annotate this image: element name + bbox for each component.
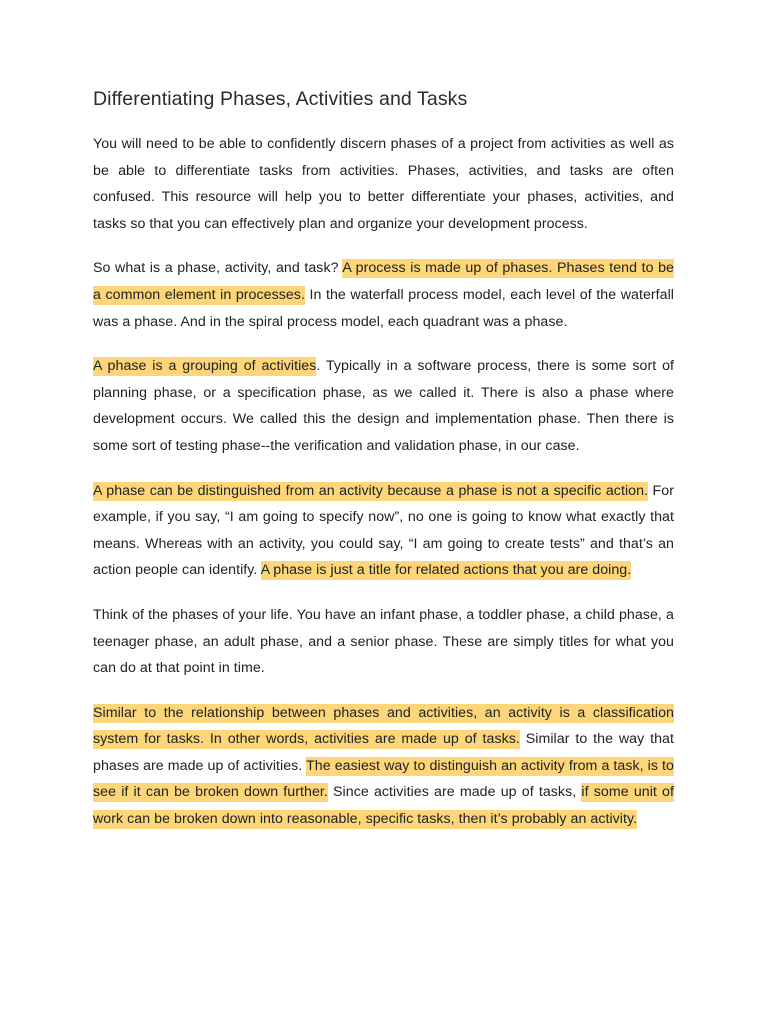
highlighted-text: A phase can be distinguished from an activity because a phase is not a specific action. [93, 482, 649, 499]
document-title: Differentiating Phases, Activities and Tasks [93, 88, 468, 110]
paragraph-4 [93, 478, 674, 584]
body-text: You will need to be able to confidently discern phases of a project from activities as well as be able to differentiate tasks from activities. Phases, activities, and tasks are often confused. This resource will help you to better differentiate your phases, activities, and tasks so that you can effectively plan and organize your development process. [93, 136, 674, 232]
paragraph-5 [93, 602, 674, 682]
paragraph-3 [93, 353, 674, 459]
body-text: For example, if you say, “I am going to specify now”, no one is going to know what exactly that means. Whereas with an activity, you could say, “I am going to create tests” and that’s an action people can identify. [93, 482, 674, 579]
highlighted-text: A phase is just a title for related actions that you are doing. [260, 562, 632, 579]
highlighted-text: if some unit of work can be broken down into reasonable, specific tasks, then it’s probably an activity. [93, 784, 674, 828]
body-text: Since activities are made up of tasks, [327, 784, 582, 801]
highlighted-text: A phase is a grouping of activities [93, 358, 317, 375]
paragraph-1 [93, 131, 674, 237]
paragraph-6 [93, 700, 674, 833]
body-text: So what is a phase, activity, and task? [93, 260, 343, 277]
paragraph-2 [93, 255, 674, 335]
highlighted-text: A process is made up of phases. Phases tend to be a common element in processes. [93, 260, 674, 303]
highlighted-text: The easiest way to distinguish an activity from a task, is to see if it can be broken down further. [93, 757, 674, 801]
body-text: Think of the phases of your life. You have an infant phase, a toddler phase, a child phase, a teenager phase, an adult phase, and a senior phase. These are simply titles for what you can do at that point in time. [93, 606, 674, 677]
body-text: . Typically in a software process, there is some sort of planning phase, or a specification phase, as we called it. There is also a phase where development occurs. We called this the design and implementation phase. Then there is some sort of testing phase--the verification and validation phase, in our case. [93, 358, 675, 454]
document-body [93, 131, 674, 833]
highlighted-text: Similar to the relationship between phases and activities, an activity is a classification system for tasks. In other words, activities are made up of tasks. [93, 704, 674, 748]
body-text: In the waterfall process model, each level of the waterfall was a phase. And in the spiral process model, each quadrant was a phase. [93, 286, 674, 330]
body-text: Similar to the way that phases are made up of activities. [93, 731, 674, 774]
